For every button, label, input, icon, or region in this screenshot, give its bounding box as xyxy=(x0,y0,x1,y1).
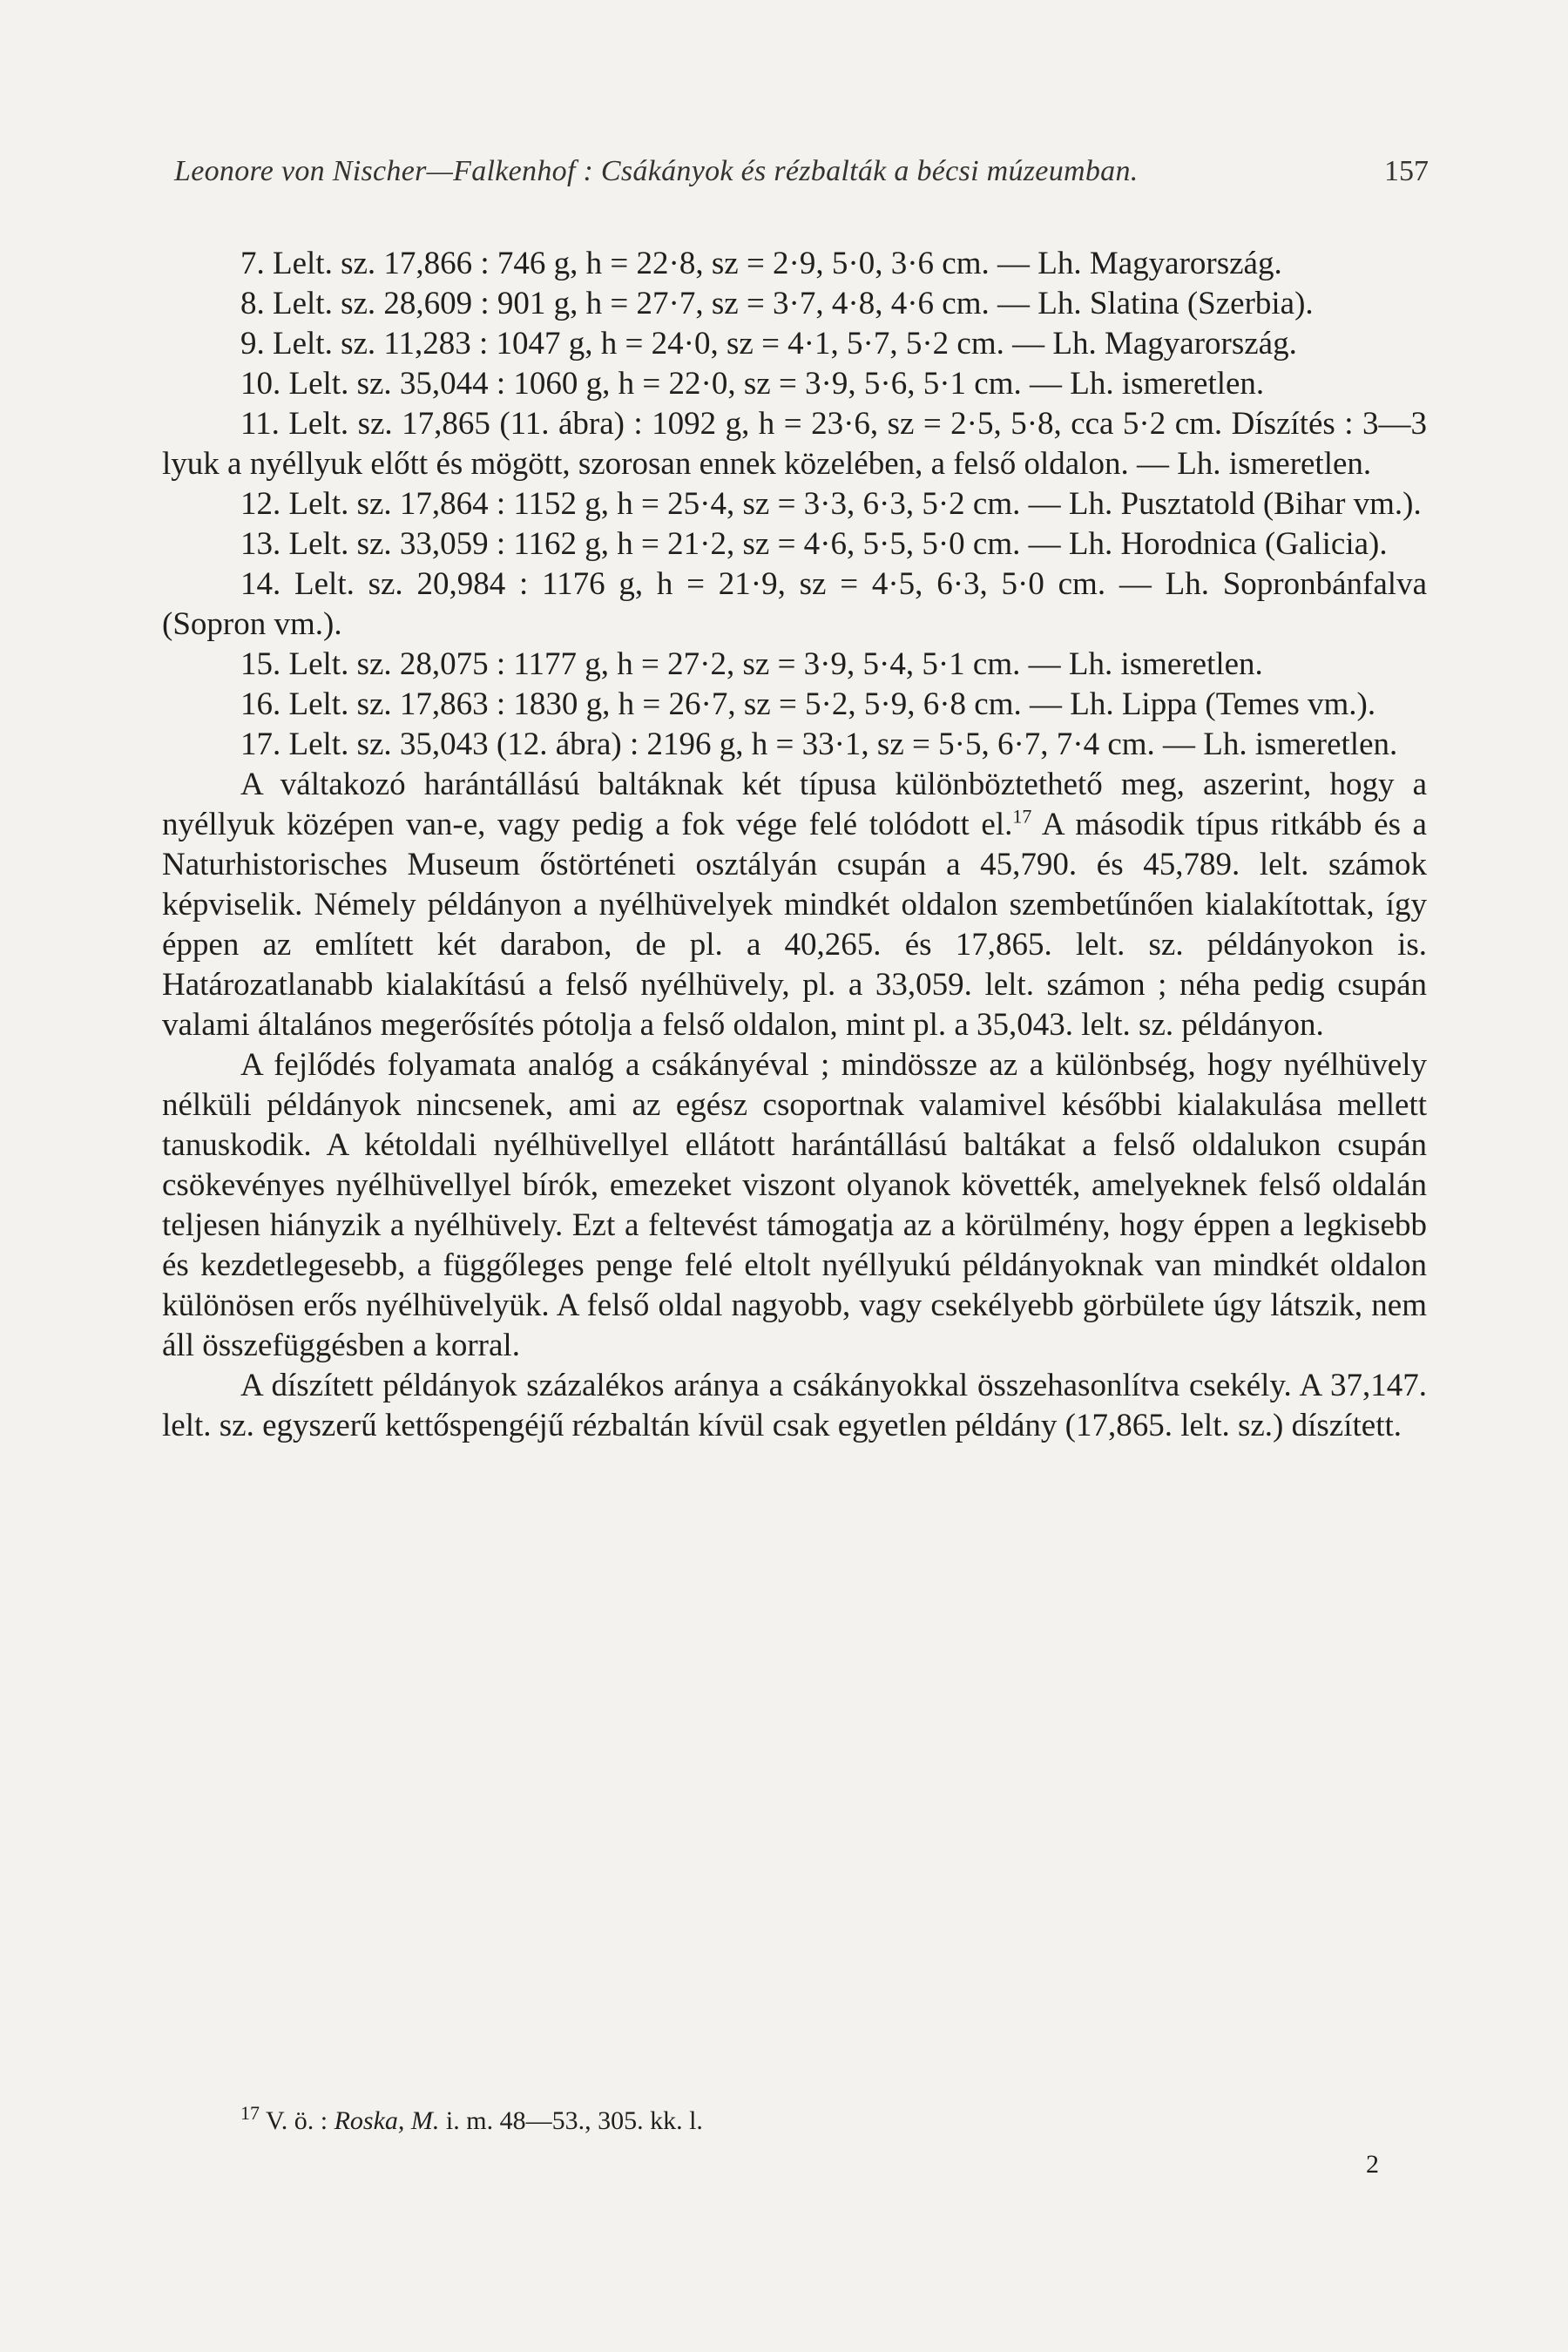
signature-mark: 2 xyxy=(1366,2150,1379,2179)
catalog-entry: 13. Lelt. sz. 33,059 : 1162 g, h = 21·2, sz = 4·6, 5·5, 5·0 cm. — Lh. Horodnica (Galicia). xyxy=(240,526,1388,562)
catalog-entry: 10. Lelt. sz. 35,044 : 1060 g, h = 22·0, sz = 3·9, 5·6, 5·1 cm. — Lh. ismeretlen. xyxy=(240,366,1265,402)
catalog-entry: 12. Lelt. sz. 17,864 : 1152 g, h = 25·4, sz = 3·3, 6·3, 5·2 cm. — Lh. Pusztatold (Bihar vm.). xyxy=(240,486,1422,522)
running-title: Leonore von Nischer—Falkenhof : Csákányok és rézbalták a bécsi múzeumban. xyxy=(174,155,1139,187)
paragraph-decoration: A díszített példányok százalékos aránya a csákányokkal összehasonlítva csekély. A 37,147. lelt. sz. egyszerű kettőspengéjű rézbaltán kívül csak egyetlen példány (17,865. lelt. sz.) díszített. xyxy=(162,1368,1427,1443)
paragraph-types-rest: A második típus ritkább és a Naturhistorisches Museum őstörténeti osztályán csupán a 45,790. és 45,789. lelt. számok képviselik. Némely példányon a nyélhüvelyek mindkét oldalon szembetűnően kialakítottak, így éppen az említett két darabon, de pl. a 40,265. és 17,865. lelt. sz. példányokon is. Határozatlanabb kialakítású a felső nyélhüvely, pl. a 33,059. lelt. számon ; néha pedig csupán valami általános megerősítés pótolja a felső oldalon, mint pl. a 35,043. lelt. sz. példányon. xyxy=(162,807,1427,1043)
footnote xyxy=(240,2102,1373,2136)
paragraph-development: A fejlődés folyamata analóg a csákányéval ; mindössze az a különbség, hogy nyélhüvely nélküli példányok nincsenek, ami az egész csoportnak valamivel későbbi kialakulása mellett tanuskodik. A kétoldali nyélhüvellyel ellátott harántállású baltákat a felső oldalukon csupán csökevényes nyélhüvellyel bírók, emezeket viszont olyanok követték, amelyeknek felső oldalán teljesen hiányzik a nyélhüvely. Ezt a feltevést támogatja az a körülmény, hogy éppen a legkisebb és kezdetlegesebb, a függőleges penge felé eltolt nyéllyukú példányoknak van mindkét oldalon különösen erős nyélhüvelyük. A felső oldal nagyobb, vagy csekélyebb görbülete úgy látszik, nem áll összefüggésben a korral. xyxy=(162,1047,1427,1363)
footnote-number: 17 xyxy=(240,2102,260,2124)
paragraph-types-start: A váltakozó harántállású baltáknak két típusa különböztethető meg, aszerint, hogy a nyéllyuk középen van-e, vagy pedig a fok vége felé tolódott el. xyxy=(162,767,1427,842)
running-header xyxy=(174,155,1429,188)
catalog-entry: 16. Lelt. sz. 17,863 : 1830 g, h = 26·7, sz = 5·2, 5·9, 6·8 cm. — Lh. Lippa (Temes vm.). xyxy=(240,686,1376,722)
catalog-entry: 14. Lelt. sz. 20,984 : 1176 g, h = 21·9, sz = 4·5, 6·3, 5·0 cm. — Lh. Sopronbánfalva (Sopron vm.). xyxy=(162,566,1427,642)
catalog-entry: 11. Lelt. sz. 17,865 (11. ábra) : 1092 g, h = 23·6, sz = 2·5, 5·8, cca 5·2 cm. Díszítés : 3—3 lyuk a nyéllyuk előtt és mögött, szorosan ennek közelében, a felső oldalon. — Lh. ismeretlen. xyxy=(162,406,1427,482)
catalog-entry: 7. Lelt. sz. 17,866 : 746 g, h = 22·8, sz = 2·9, 5·0, 3·6 cm. — Lh. Magyarország. xyxy=(240,246,1282,281)
footnote-reference: 17 xyxy=(1012,805,1032,828)
body-text xyxy=(162,244,1427,1446)
paragraph-types xyxy=(162,765,1427,1045)
footnote-reference-text: i. m. 48—53., 305. kk. l. xyxy=(445,2106,703,2135)
footnote-author: Roska, M. xyxy=(334,2106,440,2135)
catalog-entry: 9. Lelt. sz. 11,283 : 1047 g, h = 24·0, sz = 4·1, 5·7, 5·2 cm. — Lh. Magyarország. xyxy=(240,326,1297,362)
catalog-entry: 17. Lelt. sz. 35,043 (12. ábra) : 2196 g, h = 33·1, sz = 5·5, 6·7, 7·4 cm. — Lh. ismeretlen. xyxy=(240,727,1398,762)
footnote-prefix: V. ö. : xyxy=(265,2106,328,2135)
catalog-entry: 15. Lelt. sz. 28,075 : 1177 g, h = 27·2, sz = 3·9, 5·4, 5·1 cm. — Lh. ismeretlen. xyxy=(240,646,1263,682)
catalog-entry: 8. Lelt. sz. 28,609 : 901 g, h = 27·7, sz = 3·7, 4·8, 4·6 cm. — Lh. Slatina (Szerbia). xyxy=(240,286,1314,321)
page-number: 157 xyxy=(1384,155,1429,187)
